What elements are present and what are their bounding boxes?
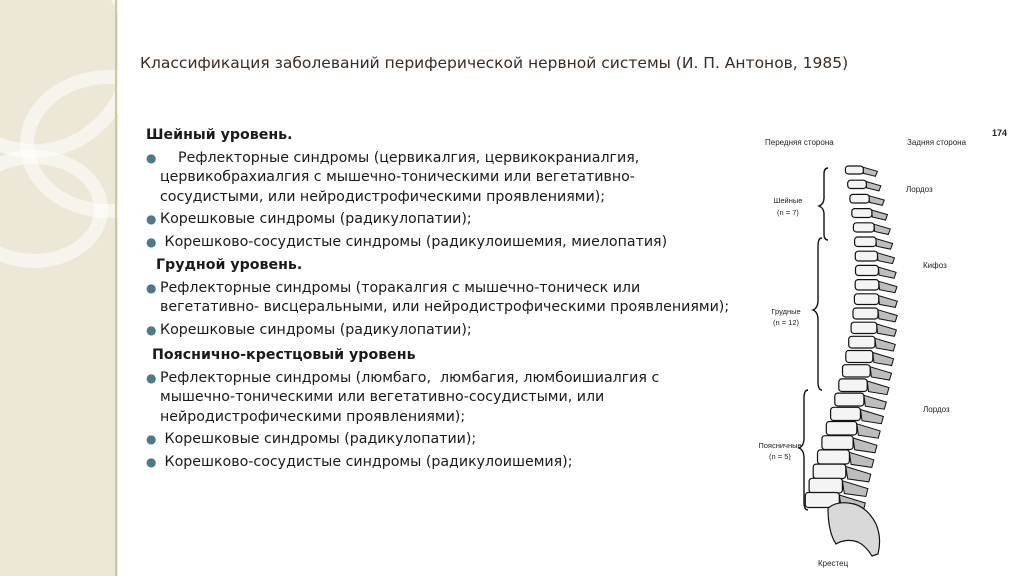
list-item: ● Корешково-сосудистые синдромы (радикулоишемия); (146, 453, 736, 473)
vertebra (849, 336, 875, 348)
slide-title: Классификация заболеваний периферической нервной системы (И. П. Антонов, 1985) (140, 54, 849, 72)
spinous-process (870, 367, 891, 380)
lordosis-bottom-label: Лордоз (923, 405, 950, 414)
cervical-label: Шейные (773, 196, 803, 205)
spinous-process (877, 324, 897, 336)
vertebra (853, 308, 878, 319)
page-number: 174 (992, 128, 1008, 138)
thoracic-label: Грудные (771, 307, 801, 316)
bullet-icon: ● (146, 432, 157, 446)
decorative-sidebar (0, 0, 118, 576)
bullet-icon: ● (146, 212, 157, 226)
lumbar-count: (n = 5) (769, 452, 791, 461)
cervical-count: (n = 7) (777, 208, 799, 217)
spinous-process (853, 438, 877, 453)
spinous-process (869, 196, 884, 206)
vertebra (852, 209, 872, 218)
vertebra (809, 478, 842, 493)
vertebra (831, 407, 861, 420)
vertebra (855, 280, 879, 290)
spinous-process (874, 224, 890, 234)
vertebra (855, 237, 877, 247)
lumbar-label: Поясничные (758, 441, 802, 450)
vertebra (813, 464, 846, 478)
spinous-process (879, 296, 898, 308)
vertebra (846, 351, 873, 363)
spinous-process (849, 452, 873, 467)
spine-diagram (740, 120, 1020, 576)
spinous-process (846, 467, 871, 482)
list-item: ● Корешковые синдромы (радикулопатии); (146, 321, 736, 341)
spinous-process (878, 310, 897, 322)
bullet-icon: ● (146, 150, 157, 165)
vertebra (854, 294, 878, 305)
spinous-process (863, 167, 877, 176)
spinous-process (861, 410, 884, 424)
list-item: ● Корешковые синдромы (радикулопатии); (146, 430, 736, 450)
list-item: ● Корешковые синдромы (радикулопатии); (146, 210, 736, 230)
kyphosis-label: Кифоз (923, 261, 947, 270)
bullet-icon: ● (146, 454, 157, 469)
vertebra (855, 251, 877, 261)
spinous-process (873, 353, 894, 366)
back-side-label: Задняя сторона (907, 138, 967, 147)
list-item: ● Рефлекторные синдромы (цервикалгия, цервикокраниалгия, цервикобрахиалгия с мышечно-тоническими или вегетативно-сосудистыми, или нейродистрофическими проявлениями); (146, 149, 644, 205)
bullet-icon: ● (146, 234, 157, 249)
spinous-process (878, 267, 896, 278)
list-item: ● Рефлекторные синдромы (торакалгия с мышечно-тоническ или вегетативно- висцеральными, или нейродистрофическими проявлениями); (146, 279, 730, 315)
list-item: ● Рефлекторные синдромы (люмбаго, люмбагия, люмбоишиалгия с мышечно-тоническими или вегетативно-сосудистыми, или нейродистрофическими проявлениями); (146, 369, 664, 425)
vertebra (845, 166, 863, 174)
vertebra (822, 436, 853, 450)
sacrum-label: Крестец (818, 559, 849, 568)
spinous-process (877, 253, 894, 264)
list-item: ● Корешково-сосудистые синдромы (радикулоишемия, миелопатия) (146, 233, 736, 253)
sacrum-shape (828, 503, 880, 556)
sidebar-divider (115, 0, 117, 576)
spinous-process (864, 395, 886, 409)
bullet-icon: ● (146, 370, 157, 385)
vertebra (826, 422, 857, 436)
spinous-process (879, 281, 897, 292)
vertebra (848, 180, 867, 188)
section-heading-lumbosacral: Пояснично-крестцовый уровень (152, 347, 416, 363)
lordosis-top-label: Лордоз (906, 185, 933, 194)
spinous-process (872, 210, 888, 220)
spinous-process (876, 239, 893, 250)
spinous-process (866, 182, 881, 191)
vertebra (843, 365, 871, 377)
vertebra (850, 194, 869, 203)
spinous-process (857, 424, 880, 438)
spinous-process (875, 338, 895, 351)
section-heading-cervical: Шейный уровень. (146, 127, 293, 143)
spinous-process (842, 481, 868, 497)
bullet-icon: ● (146, 322, 157, 337)
thoracic-count: (n = 12) (772, 318, 800, 327)
vertebra (853, 223, 874, 232)
vertebra (856, 265, 879, 275)
spinous-process (867, 381, 889, 395)
vertebra (839, 379, 867, 392)
vertebra (835, 393, 864, 406)
section-heading-thoracic: Грудной уровень. (156, 257, 303, 273)
content-body (146, 126, 736, 472)
vertebra (818, 450, 850, 464)
vertebrae-column (805, 166, 897, 511)
front-side-label: Передняя сторона (765, 138, 834, 147)
vertebra (851, 322, 877, 333)
bullet-icon: ● (146, 280, 157, 295)
